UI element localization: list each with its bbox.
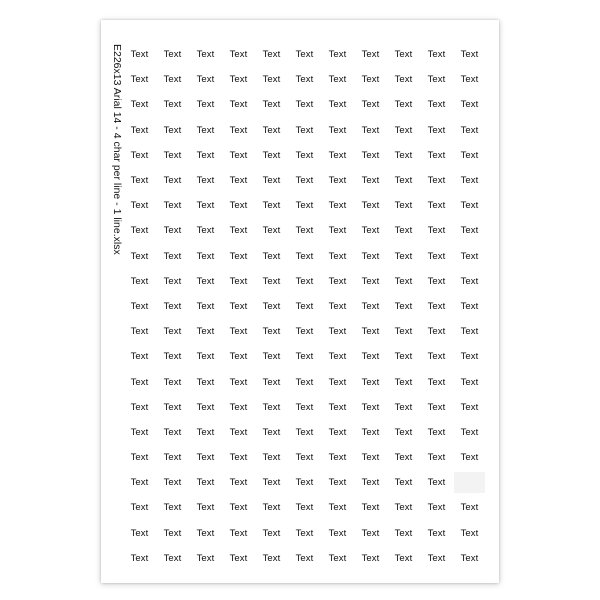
label-cell: Text [361,552,380,564]
label-cell: Text [427,99,446,111]
label-cell: Text [130,452,149,464]
label-cell: Text [361,426,380,438]
label-cell: Text [229,552,248,564]
label-cell: Text [262,351,281,363]
label-cell: Text [460,552,479,564]
label-cell: Text [361,452,380,464]
label-cell: Text [163,300,182,312]
label-cell: Text [229,527,248,539]
label-cell: Text [328,200,347,212]
label-cell: Text [328,426,347,438]
label-cell: Text [163,200,182,212]
label-cell: Text [394,401,413,413]
label-cell: Text [262,502,281,514]
label-cell: Text [460,124,479,136]
label-cell: Text [460,149,479,161]
label-cell: Text [460,502,479,514]
label-cell: Text [262,401,281,413]
label-cell: Text [361,49,380,61]
label-cell: Text [427,502,446,514]
label-cell: Text [427,300,446,312]
label-cell: Text [163,351,182,363]
label-cell: Text [163,74,182,86]
label-cell: Text [394,200,413,212]
label-cell: Text [229,376,248,388]
label-cell: Text [394,552,413,564]
label-cell: Text [262,426,281,438]
label-cell: Text [163,376,182,388]
label-cell: Text [295,124,314,136]
label-cell: Text [196,527,215,539]
label-cell: Text [394,527,413,539]
label-cell: Text [394,351,413,363]
label-cell: Text [130,376,149,388]
label-cell: Text [460,401,479,413]
label-cell: Text [394,376,413,388]
label-cell: Text [361,225,380,237]
label-cell: Text [196,250,215,262]
label-cell: Text [427,326,446,338]
label-cell: Text [130,149,149,161]
label-cell: Text [130,225,149,237]
label-cell: Text [163,99,182,111]
label-cell: Text [130,124,149,136]
label-cell: Text [295,351,314,363]
label-cell: Text [394,502,413,514]
label-cell: Text [295,175,314,187]
label-cell: Text [262,477,281,489]
label-cell: Text [196,376,215,388]
label-cell: Text [130,552,149,564]
label-cell: Text [427,527,446,539]
label-cell: Text [328,401,347,413]
label-cell: Text [361,376,380,388]
label-cell: Text [196,149,215,161]
label-cell: Text [262,326,281,338]
label-cell: Text [427,250,446,262]
label-cell: Text [427,376,446,388]
label-cell: Text [229,351,248,363]
label-cell: Text [394,225,413,237]
label-cell: Text [460,376,479,388]
label-cell: Text [130,401,149,413]
label-cell: Text [328,477,347,489]
label-cell: Text [196,74,215,86]
label-cell: Text [295,527,314,539]
label-cell: Text [163,502,182,514]
label-cell: Text [394,300,413,312]
label-cell: Text [328,527,347,539]
label-cell: Text [328,250,347,262]
label-cell: Text [460,275,479,287]
label-cell: Text [196,351,215,363]
label-cell: Text [427,552,446,564]
label-cell: Text [262,200,281,212]
label-cell: Text [328,452,347,464]
label-cell: Text [295,401,314,413]
label-cell: Text [361,477,380,489]
label-cell: Text [196,124,215,136]
label-cell: Text [163,527,182,539]
label-cell: Text [130,300,149,312]
label-cell: Text [427,74,446,86]
label-cell: Text [262,225,281,237]
label-cell: Text [130,49,149,61]
label-cell: Text [196,477,215,489]
label-cell: Text [427,401,446,413]
label-cell: Text [163,175,182,187]
label-cell: Text [361,99,380,111]
label-cell: Text [262,376,281,388]
label-cell: Text [361,502,380,514]
label-cell: Text [328,552,347,564]
label-cell: Text [130,275,149,287]
label-cell: Text [394,452,413,464]
label-cell: Text [361,175,380,187]
label-cell: Text [361,300,380,312]
label-cell: Text [229,99,248,111]
label-cell: Text [229,452,248,464]
label-cell: Text [460,351,479,363]
label-cell: Text [229,300,248,312]
label-cell: Text [262,552,281,564]
label-cell: Text [295,49,314,61]
label-cell: Text [427,124,446,136]
label-cell: Text [460,99,479,111]
label-cell: Text [130,527,149,539]
label-cell: Text [427,477,446,489]
label-cell: Text [196,99,215,111]
label-cell: Text [229,175,248,187]
label-cell: Text [262,300,281,312]
label-cell: Text [328,300,347,312]
label-cell: Text [361,351,380,363]
label-cell: Text [394,250,413,262]
label-cell: Text [460,300,479,312]
label-cell: Text [361,326,380,338]
label-cell: Text [229,200,248,212]
label-cell: Text [229,401,248,413]
label-cell: Text [361,149,380,161]
label-cell: Text [361,250,380,262]
label-cell: Text [163,225,182,237]
label-cell: Text [328,74,347,86]
label-cell: Text [460,326,479,338]
label-cell: Text [229,426,248,438]
label-cell: Text [328,124,347,136]
label-cell: Text [130,175,149,187]
label-cell: Text [361,74,380,86]
label-cell: Text [460,225,479,237]
label-cell: Text [229,326,248,338]
label-cell: Text [394,426,413,438]
label-cell: Text [295,99,314,111]
label-cell: Text [229,275,248,287]
label-cell: Text [295,502,314,514]
label-cell: Text [361,527,380,539]
label-cell: Text [361,124,380,136]
label-cell: Text [163,326,182,338]
label-cell: Text [394,49,413,61]
label-cell: Text [394,124,413,136]
label-cell: Text [295,225,314,237]
label-cell: Text [196,401,215,413]
label-cell: Text [361,401,380,413]
label-cell: Text [295,74,314,86]
label-cell: Text [262,74,281,86]
label-cell: Text [394,477,413,489]
label-cell: Text [460,250,479,262]
label-cell: Text [229,74,248,86]
label-cell: Text [130,477,149,489]
label-cell: Text [229,49,248,61]
label-cell: Text [196,200,215,212]
label-cell: Text [295,300,314,312]
label-grid [123,42,486,571]
label-cell: Text [262,49,281,61]
label-cell: Text [196,300,215,312]
label-cell: Text [196,175,215,187]
label-cell: Text [328,149,347,161]
label-cell: Text [229,502,248,514]
label-cell: Text [460,527,479,539]
label-cell: Text [229,225,248,237]
label-cell: Text [427,49,446,61]
label-cell: Text [427,175,446,187]
label-cell: Text [196,275,215,287]
label-cell: Text [130,200,149,212]
label-cell: Text [427,200,446,212]
label-cell: Text [328,225,347,237]
label-cell: Text [328,275,347,287]
label-cell: Text [196,552,215,564]
label-cell: Text [394,275,413,287]
label-cell: Text [130,250,149,262]
label-cell: Text [196,426,215,438]
label-cell: Text [328,175,347,187]
label-cell: Text [328,351,347,363]
label-cell: Text [130,502,149,514]
label-cell: Text [229,477,248,489]
label-cell: Text [295,477,314,489]
label-cell: Text [229,250,248,262]
label-cell: Text [328,49,347,61]
label-cell: Text [295,452,314,464]
label-cell: Text [130,426,149,438]
label-cell: Text [262,175,281,187]
sheet-title: E226x13 Arial 14 - 4 char per line - 1 line.xlsx [111,44,123,255]
label-cell: Text [196,502,215,514]
label-cell: Text [163,452,182,464]
label-cell: Text [262,275,281,287]
label-cell: Text [262,149,281,161]
label-cell: Text [295,426,314,438]
label-cell: Text [427,275,446,287]
label-cell: Text [328,502,347,514]
label-cell: Text [460,200,479,212]
label-cell: Text [262,527,281,539]
label-cell: Text [295,376,314,388]
label-cell: Text [295,275,314,287]
label-cell: Text [163,124,182,136]
label-cell: Text [427,452,446,464]
label-cell: Text [295,200,314,212]
label-cell: Text [427,426,446,438]
label-cell: Text [262,452,281,464]
label-cell: Text [328,376,347,388]
label-cell: Text [394,99,413,111]
label-cell: Text [460,74,479,86]
label-cell: Text [361,200,380,212]
label-cell: Text [295,326,314,338]
label-cell: Text [295,250,314,262]
label-cell: Text [427,225,446,237]
label-cell: Text [460,452,479,464]
label-cell: Text [229,149,248,161]
label-cell: Text [130,326,149,338]
label-cell: Text [262,250,281,262]
label-cell: Text [163,477,182,489]
label-cell: Text [196,452,215,464]
label-cell: Text [130,351,149,363]
label-cell: Text [427,351,446,363]
label-cell: Text [130,99,149,111]
label-cell: Text [163,275,182,287]
label-cell: Text [328,326,347,338]
label-cell: Text [163,49,182,61]
label-cell: Text [196,49,215,61]
label-cell: Text [196,326,215,338]
label-cell: Text [130,74,149,86]
label-cell: Text [262,99,281,111]
label-cell: Text [361,275,380,287]
label-cell: Text [394,74,413,86]
label-cell: Text [163,426,182,438]
label-cell: Text [295,552,314,564]
label-cell: Text [262,124,281,136]
label-cell: Text [163,401,182,413]
label-cell: Text [460,426,479,438]
empty-label-cell [454,472,485,493]
label-cell: Text [163,250,182,262]
label-cell: Text [229,124,248,136]
label-cell: Text [295,149,314,161]
label-cell: Text [394,326,413,338]
label-cell: Text [163,149,182,161]
label-cell: Text [328,99,347,111]
label-cell: Text [163,552,182,564]
label-cell: Text [427,149,446,161]
label-cell: Text [196,225,215,237]
label-cell: Text [460,49,479,61]
label-cell: Text [394,149,413,161]
label-cell: Text [394,175,413,187]
label-cell: Text [460,175,479,187]
